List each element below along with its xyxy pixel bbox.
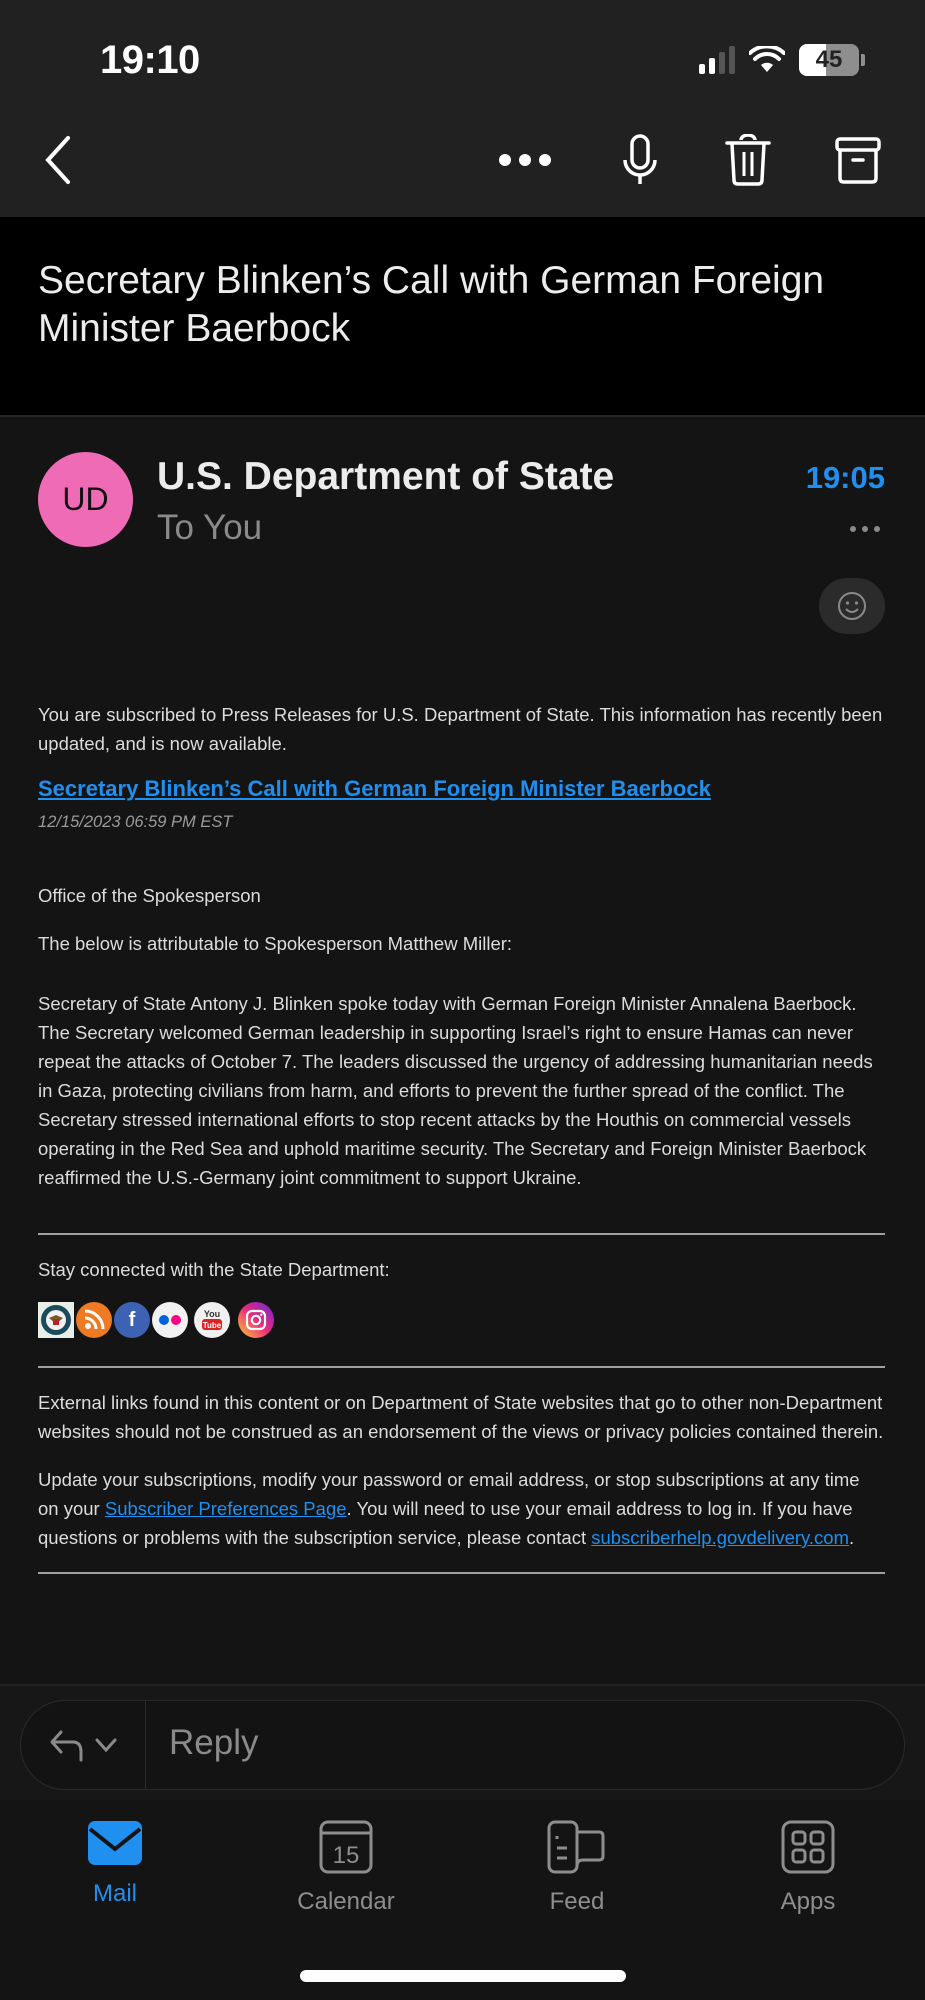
status-indicators xyxy=(699,44,865,76)
email-subject: Secretary Blinken’s Call with German Foreign Minister Baerbock xyxy=(38,259,825,350)
subscription-text: . You will need to use your email address to log in. If you have questions or problems with the subscription service, please contact xyxy=(38,1498,853,1548)
divider xyxy=(38,1366,885,1368)
smiley-icon xyxy=(837,591,867,621)
email-body xyxy=(38,700,885,1574)
disclaimer-text: External links found in this content or on Department of State websites that go to other non-Department websites should not be construed as an endorsement of the views or privacy policies contained therein. xyxy=(38,1392,884,1442)
message-more-button[interactable] xyxy=(849,512,881,540)
reply-icon xyxy=(49,1728,89,1762)
reply-options-button[interactable] xyxy=(21,1701,146,1789)
chevron-down-icon xyxy=(95,1738,117,1752)
instagram-icon[interactable] xyxy=(238,1302,274,1338)
battery-icon xyxy=(799,44,859,76)
apps-icon xyxy=(781,1820,835,1874)
archive-button[interactable] xyxy=(828,130,888,190)
svg-text:You: You xyxy=(203,1309,221,1319)
received-time: 19:05 xyxy=(805,460,885,495)
feed-icon xyxy=(547,1820,607,1874)
tab-label: Apps xyxy=(780,1888,836,1915)
subscription-text: Update your subscriptions, modify your password or email address, or stop subscriptions at any time on your xyxy=(38,1469,860,1519)
chevron-left-icon xyxy=(43,135,73,185)
microphone-icon xyxy=(622,134,658,186)
archive-icon xyxy=(835,136,881,184)
calendar-icon xyxy=(319,1820,373,1874)
signal-icon xyxy=(699,46,735,74)
back-button[interactable] xyxy=(28,130,88,190)
top-bar xyxy=(0,0,925,217)
home-indicator[interactable] xyxy=(300,1970,626,1982)
reply-field[interactable] xyxy=(20,1700,905,1790)
subscription-text: . xyxy=(848,1527,855,1548)
social-links xyxy=(38,1302,885,1338)
dictate-button[interactable] xyxy=(610,130,670,190)
reaction-button[interactable] xyxy=(819,578,885,634)
flickr-icon[interactable] xyxy=(152,1302,188,1338)
office-line: Office of the Spokesperson xyxy=(38,885,261,906)
svg-text:Tube: Tube xyxy=(202,1321,222,1330)
tab-label: Mail xyxy=(92,1880,137,1907)
reply-bar xyxy=(0,1684,925,1800)
delete-button[interactable] xyxy=(718,130,778,190)
battery-level: 45 xyxy=(815,46,843,73)
status-time: 19:10 xyxy=(100,38,200,82)
publish-date: 12/15/2023 06:59 PM EST xyxy=(38,813,233,831)
tab-label: Feed xyxy=(549,1888,605,1915)
divider xyxy=(38,1572,885,1574)
tab-feed[interactable] xyxy=(497,1820,657,1916)
trash-icon xyxy=(725,134,771,186)
tab-apps[interactable] xyxy=(728,1820,888,1916)
facebook-icon[interactable]: f xyxy=(114,1302,150,1338)
stay-connected-text: Stay connected with the State Department: xyxy=(38,1259,390,1280)
ellipsis-icon xyxy=(849,525,881,533)
rss-icon[interactable] xyxy=(76,1302,112,1338)
divider xyxy=(38,1233,885,1235)
wifi-icon xyxy=(749,46,785,74)
help-link[interactable]: subscriberhelp.govdelivery.com xyxy=(591,1527,849,1548)
press-release-text: Secretary of State Antony J. Blinken spoke today with German Foreign Minister Annalena Baerbock. The Secretary welcomed German leadership in supporting Israel’s right to ensure Hamas can never repeat the attacks of October 7. The leaders discussed the urgency of addressing humanitarian needs in Gaza, protecting civilians from harm, and efforts to prevent the further spread of the conflict. The Secretary stressed international efforts to stop recent attacks by the Houthis on commercial vessels operating in the Red Sea and uphold maritime security. The Secretary and Foreign Minister Baerbock reaffirmed the U.S.-Germany joint commitment to support Ukraine. xyxy=(38,993,873,1188)
mail-icon xyxy=(87,1820,143,1866)
tab-calendar[interactable] xyxy=(266,1820,426,1916)
youtube-icon[interactable] xyxy=(194,1302,230,1338)
state-seal-icon[interactable] xyxy=(38,1302,74,1338)
tab-mail[interactable] xyxy=(35,1820,195,1908)
sender-name[interactable]: U.S. Department of State xyxy=(157,455,615,498)
more-button[interactable] xyxy=(495,130,555,190)
subscription-info xyxy=(38,1465,885,1552)
ellipsis-icon xyxy=(498,153,552,167)
subject-header xyxy=(0,217,925,417)
attribution-line: The below is attributable to Spokesperson Matthew Miller: xyxy=(38,933,513,954)
avatar[interactable]: UD xyxy=(38,452,133,547)
recipient-label[interactable]: To You xyxy=(157,508,263,547)
tab-label: Calendar xyxy=(297,1888,395,1915)
headline-link[interactable]: Secretary Blinken’s Call with German Foreign Minister Baerbock xyxy=(38,776,711,801)
subscriber-preferences-link[interactable]: Subscriber Preferences Page xyxy=(104,1498,347,1519)
intro-text: You are subscribed to Press Releases for U.S. Department of State. This information has recently been updated, and is now available. xyxy=(38,704,883,754)
reply-placeholder: Reply xyxy=(169,1723,259,1762)
calendar-day: 15 xyxy=(332,1842,360,1869)
battery-tip xyxy=(861,54,865,66)
